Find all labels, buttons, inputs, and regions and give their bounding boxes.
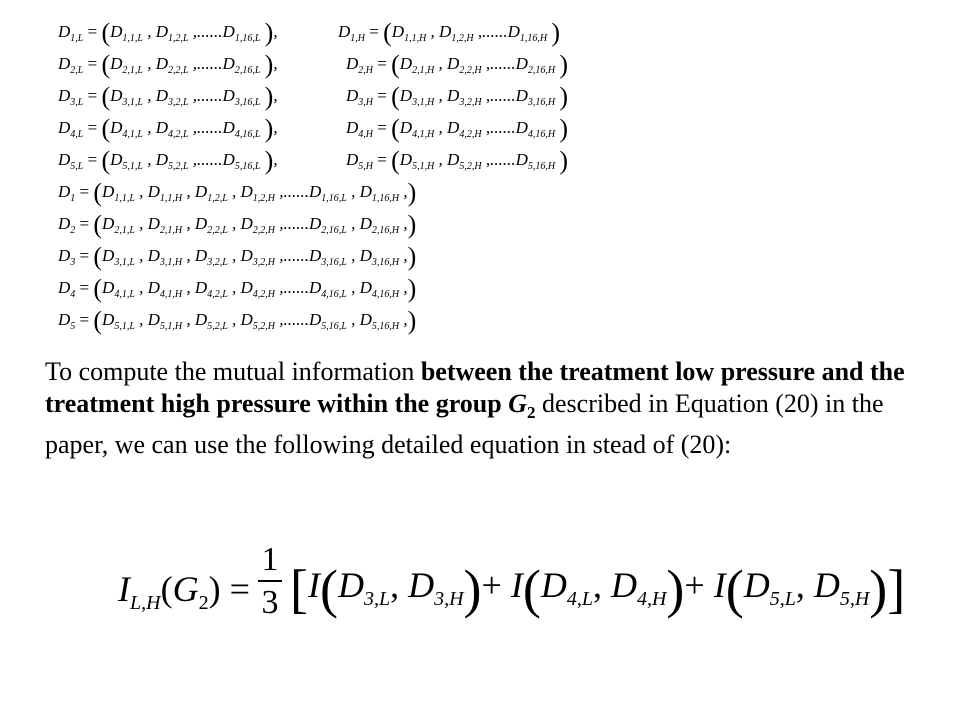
eq-row-9 (58, 272, 658, 304)
paragraph-part1: To compute the mutual information (45, 357, 421, 386)
eq-d5: $D_5 = (D_{5,1,L}$ , $D_{5,1,H}$ , $D_{5,2,L}$ , $D_{5,2,H}$ $,......D_{5,16,L}$ , $D_{5,16,H}$ ,) (58, 306, 417, 335)
eq-row-1 (58, 16, 658, 48)
eq-d4l: $D_{4,L} = (D_{4,1,L}$ , $D_{4,2,L}$ $,......D_{4,16,L}$ ), (58, 114, 278, 143)
eq-d1l: $D_{1,L} = (D_{1,1,L}$ , $D_{1,2,L}$ $,......D_{1,16,L}$ ), (58, 18, 278, 47)
mutual-information-formula (118, 540, 906, 640)
formula-fraction (256, 540, 284, 624)
eq-d3: $D_3 = (D_{3,1,L}$ , $D_{3,1,H}$ , $D_{3,2,L}$ , $D_{3,2,H}$ $,......D_{3,16,L}$ , $D_{3,16,H}$ ,) (58, 242, 417, 271)
eq-d3l: $D_{3,L} = (D_{3,1,L}$ , $D_{3,2,L}$ $,......D_{3,16,L}$ ), (58, 82, 278, 111)
explanation-paragraph (45, 356, 915, 461)
eq-row-6 (58, 176, 658, 208)
eq-row-5 (58, 144, 658, 176)
paragraph-bold-text: between the treatment low pressure and the treatment high pressure within the group (45, 357, 905, 418)
eq-d5h: $D_{5,H} = (D_{5,1,H}$ , $D_{5,2,H}$ $,......D_{5,16,H}$ ) (346, 146, 568, 175)
eq-row-3 (58, 80, 658, 112)
fraction-denominator: 3 (261, 584, 279, 621)
eq-row-10 (58, 304, 658, 336)
eq-d1h: $D_{1,H} = (D_{1,1,H}$ , $D_{1,2,H}$ $,......D_{1,16,H}$ ) (338, 18, 560, 47)
eq-d4: $D_4 = (D_{4,1,L}$ , $D_{4,1,H}$ , $D_{4,2,L}$ , $D_{4,2,H}$ $,......D_{4,16,L}$ , $D_{4,16,H}$ ,) (58, 274, 417, 303)
group-sub: 2 (527, 403, 536, 423)
fraction-numerator: 1 (261, 541, 279, 578)
eq-d3h: $D_{3,H} = (D_{3,1,H}$ , $D_{3,2,H}$ $,......D_{3,16,H}$ ) (346, 82, 568, 111)
paragraph-part2: described in Equation (20) in the paper, we can use the following detailed equation in stead of (20): (45, 389, 884, 460)
formula-lhs: $I_{L,H}(G_2)$ = (118, 569, 250, 614)
formula-rhs: [$I(D_{3,L}$, $D_{3,H})+ I(D_{4,L}$, $D_{4,H})+ I(D_{5,L}$, $D_{5,H}$)] (290, 559, 906, 619)
eq-row-8 (58, 240, 658, 272)
eq-row-7 (58, 208, 658, 240)
eq-d5l: $D_{5,L} = (D_{5,1,L}$ , $D_{5,2,L}$ $,......D_{5,16,L}$ ), (58, 146, 278, 175)
vector-definitions (58, 16, 658, 336)
eq-d2h: $D_{2,H} = (D_{2,1,H}$ , $D_{2,2,H}$ $,......D_{2,16,H}$ ) (346, 50, 568, 79)
eq-d4h: $D_{4,H} = (D_{4,1,H}$ , $D_{4,2,H}$ $,......D_{4,16,H}$ ) (346, 114, 568, 143)
eq-row-2 (58, 48, 658, 80)
eq-d2l: $D_{2,L} = (D_{2,1,L}$ , $D_{2,2,L}$ $,......D_{2,16,L}$ ), (58, 50, 278, 79)
eq-d1: $D_1 = (D_{1,1,L}$ , $D_{1,1,H}$ , $D_{1,2,L}$ , $D_{1,2,H}$ $,......D_{1,16,L}$ , $D_{1,16,H}$ ,) (58, 178, 417, 207)
group-symbol: G (508, 389, 527, 418)
eq-row-4 (58, 112, 658, 144)
eq-d2: $D_2 = (D_{2,1,L}$ , $D_{2,1,H}$ , $D_{2,2,L}$ , $D_{2,2,H}$ $,......D_{2,16,L}$ , $D_{2,16,H}$ ,) (58, 210, 417, 239)
